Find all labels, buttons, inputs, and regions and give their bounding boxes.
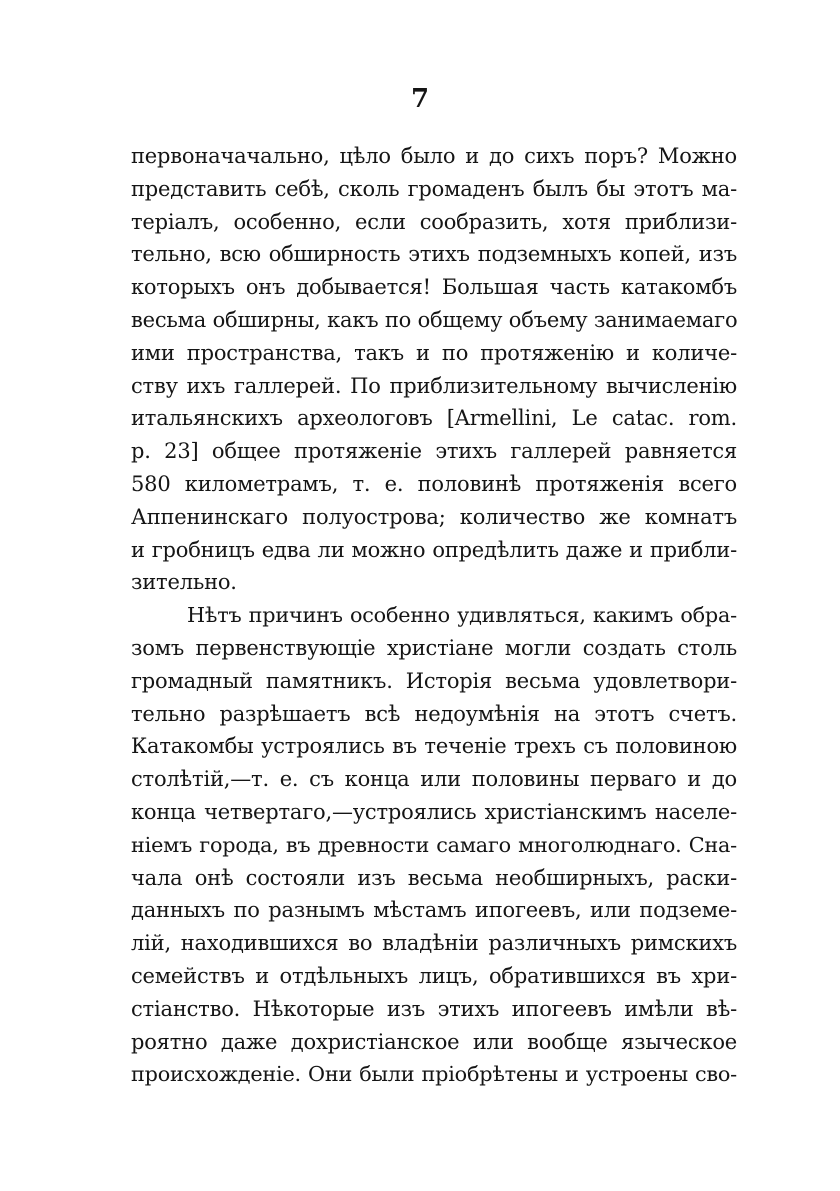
text-line: данныхъ по разнымъ мѣстамъ ипогеевъ, или подземе- xyxy=(131,898,737,923)
text-line: семействъ и отдѣльныхъ лицъ, обратившихся въ хри- xyxy=(131,963,737,988)
text-line: которыхъ онъ добывается! Большая часть катакомбъ xyxy=(131,275,737,300)
text-line: Нѣтъ причинъ особенно удивляться, какимъ обра- xyxy=(187,603,737,628)
text-line: лій, находившихся во владѣніи различныхъ римскихъ xyxy=(131,931,737,956)
text-line: зительно. xyxy=(131,570,237,595)
text-line: громадный памятникъ. Исторія весьма удовлетвори- xyxy=(131,668,737,693)
text-line: итальянскихъ археологовъ [Armellini, Le catac. rom. xyxy=(131,406,737,431)
text-line: представить себѣ, сколь громаденъ былъ бы этотъ ма- xyxy=(131,176,737,201)
text-line: столѣтій,—т. е. съ конца или половины перваго и до xyxy=(131,767,737,792)
text-line: Аппенинскаго полуострова; количество же комнатъ xyxy=(131,504,737,529)
text-line: теріалъ, особенно, если сообразить, хотя приблизи- xyxy=(131,209,737,234)
text-line: ству ихъ галлерей. По приблизительному вычисленію xyxy=(131,373,737,398)
text-line: чала онѣ состояли изъ весьма необширныхъ, раски- xyxy=(131,865,737,890)
text-line: и гробницъ едва ли можно опредѣлить даже и прибли- xyxy=(131,537,737,562)
paragraph-1 xyxy=(131,140,737,599)
paragraph-2 xyxy=(131,599,737,1091)
body-text xyxy=(131,140,737,1091)
text-line: весьма обширны, какъ по общему объему занимаемаго xyxy=(131,307,738,332)
page-number: 7 xyxy=(410,84,430,114)
text-line: роятно даже дохристіанское или вообще языческое xyxy=(131,1029,737,1054)
text-line: стіанство. Нѣкоторые изъ этихъ ипогеевъ имѣли вѣ- xyxy=(131,996,737,1021)
text-line: Катакомбы устроялись въ теченіе трехъ съ половиною xyxy=(131,734,737,759)
text-line: зомъ первенствующіе христіане могли создать столь xyxy=(131,635,737,660)
text-line: ніемъ города, въ древности самаго многолюднаго. Сна- xyxy=(131,832,737,857)
text-line: p. 23] общее протяженіе этихъ галлерей равняется xyxy=(131,439,737,464)
text-line: первоначачально, цѣло было и до сихъ поръ? Можно xyxy=(131,144,737,168)
text-line: ими пространства, такъ и по протяженію и количе- xyxy=(131,340,737,365)
text-line: тельно разрѣшаетъ всѣ недоумѣнія на этотъ счетъ. xyxy=(131,701,737,726)
text-line: 580 километрамъ, т. е. половинѣ протяженія всего xyxy=(131,471,737,496)
text-line: тельно, всю обширность этихъ подземныхъ копей, изъ xyxy=(131,242,737,267)
text-line: происхожденіе. Они были пріобрѣтены и устроены сво- xyxy=(131,1062,737,1087)
text-line: конца четвертаго,—устроялись христіанскимъ населе- xyxy=(131,799,737,824)
